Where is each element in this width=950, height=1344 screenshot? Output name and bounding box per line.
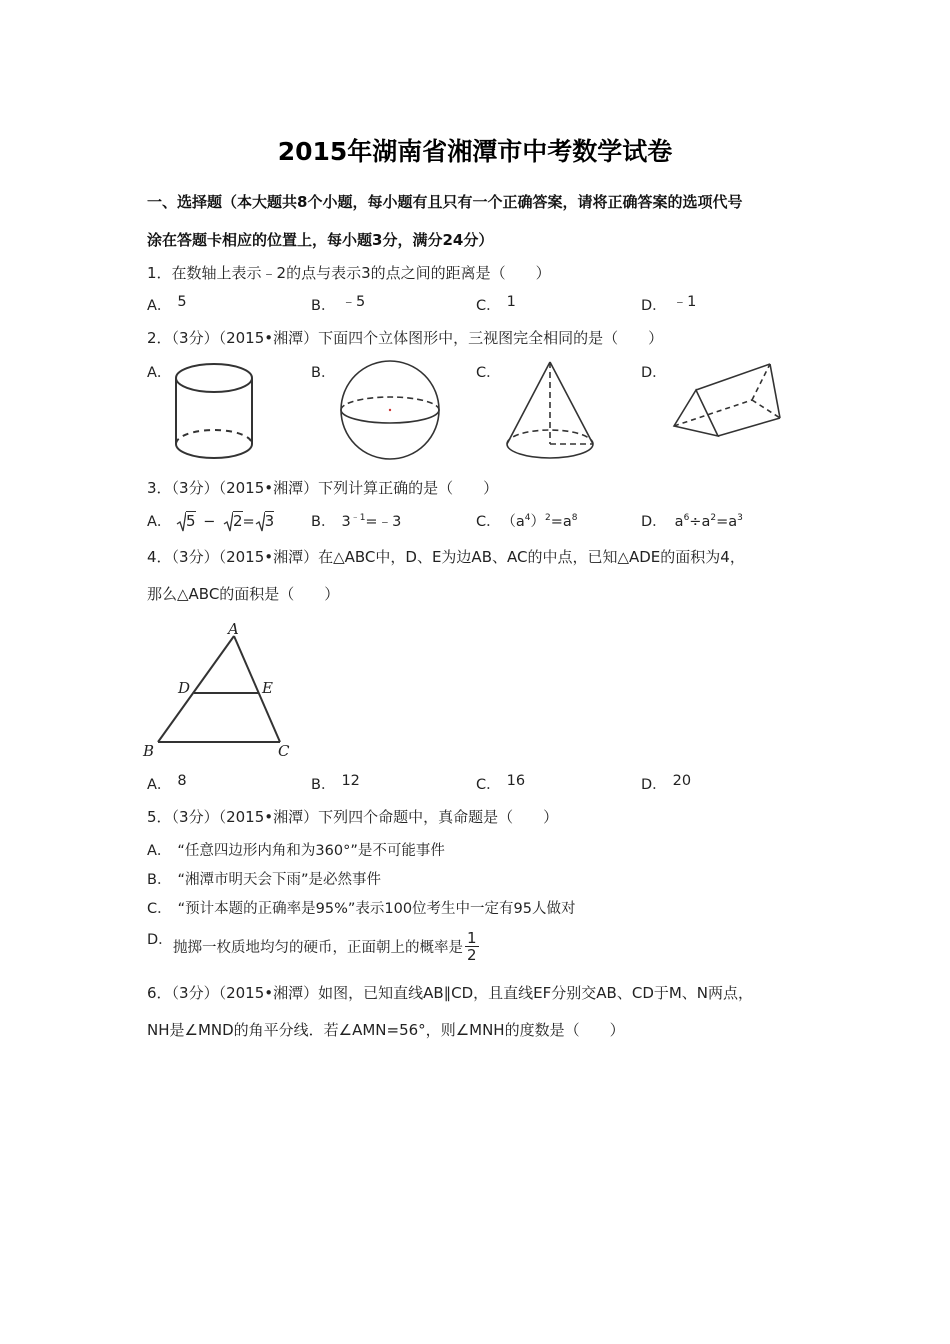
question-4-stem-line1: 4．（3分）（2015•湘潭）在△ABC中，D、E为边AB、AC的中点，已知△ADE的面积为4， bbox=[147, 548, 745, 566]
triangle-abc-figure bbox=[140, 620, 300, 762]
sqrt-icon bbox=[176, 511, 186, 533]
q2-option-b-label[interactable]: B． bbox=[311, 365, 336, 381]
q5-option-b[interactable]: B． “湘潭市明天会下雨”是必然事件 bbox=[147, 872, 381, 888]
q3-option-c[interactable]: C． $(a^4)^2=a^8$ bbox=[476, 513, 578, 530]
cone-figure bbox=[500, 358, 600, 468]
question-6-stem-line2: NH是∠MND的角平分线．若∠AMN=56°，则∠MNH的度数是（ ） bbox=[147, 1021, 625, 1039]
q4-option-d[interactable]: D． 20 bbox=[641, 773, 692, 793]
vertex-label-b: B bbox=[143, 742, 155, 760]
q3-option-b[interactable]: B． $3^{﹣1}=﹣3$ bbox=[311, 513, 402, 530]
question-3-stem: 3．（3分）（2015•湘潭）下列计算正确的是（ ） bbox=[147, 479, 499, 497]
q2-option-d-label[interactable]: D． bbox=[641, 365, 667, 381]
fraction-one-half: $\frac{1}{2}$ bbox=[467, 929, 477, 964]
q1-option-b[interactable]: B． ﹣5 bbox=[311, 294, 366, 314]
question-4-stem-line2: 那么△ABC的面积是（ ） bbox=[147, 585, 340, 603]
cylinder-figure bbox=[170, 358, 260, 468]
triangular-prism-figure bbox=[668, 358, 784, 444]
q3-option-d[interactable]: D． $a^6\div a^2=a^3$ bbox=[641, 513, 743, 530]
q2-option-a-label[interactable]: A． bbox=[147, 365, 172, 381]
q4-option-b[interactable]: B． 12 bbox=[311, 773, 360, 793]
q5-option-d[interactable]: 抛掷一枚质地均匀的硬币，正面朝上的概率是 $\frac{1}{2}$ bbox=[173, 929, 477, 964]
question-6-stem-line1: 6．（3分）（2015•湘潭）如图，已知直线AB∥CD，且直线EF分别交AB、CD于M、N两点， bbox=[147, 984, 754, 1002]
q3-option-a[interactable]: A． 5 − 2= 3 bbox=[147, 510, 274, 533]
vertex-label-d: D bbox=[178, 679, 191, 697]
q5-option-a[interactable]: A． “任意四边形内角和为360°”是不可能事件 bbox=[147, 843, 445, 859]
page-title: 2015年湖南省湘潭市中考数学试卷 bbox=[277, 137, 673, 166]
q1-option-c[interactable]: C． 1 bbox=[476, 294, 516, 314]
question-1-stem: 1．在数轴上表示﹣2的点与表示3的点之间的距离是（ ） bbox=[147, 264, 551, 282]
vertex-label-c: C bbox=[278, 742, 290, 760]
sqrt-icon bbox=[223, 511, 233, 533]
sphere-figure bbox=[338, 358, 442, 462]
q1-option-d[interactable]: D． ﹣1 bbox=[641, 294, 697, 314]
q4-option-c[interactable]: C． 16 bbox=[476, 773, 526, 793]
question-5-stem: 5．（3分）（2015•湘潭）下列四个命题中，真命题是（ ） bbox=[147, 808, 559, 826]
section-heading-line1: 一、选择题（本大题共8个小题，每小题有且只有一个正确答案，请将正确答案的选项代号 bbox=[147, 193, 743, 211]
q2-option-c-label[interactable]: C． bbox=[476, 365, 501, 381]
q5-option-c[interactable]: C． “预计本题的正确率是95%”表示100位考生中一定有95人做对 bbox=[147, 901, 576, 917]
q5-option-d-label[interactable]: D． bbox=[147, 932, 173, 948]
section-heading-line2: 涂在答题卡相应的位置上，每小题3分，满分24分） bbox=[147, 231, 494, 249]
q1-option-a[interactable]: A． 5 bbox=[147, 294, 187, 314]
q4-option-a[interactable]: A． 8 bbox=[147, 773, 187, 793]
question-2-stem: 2．（3分）（2015•湘潭）下面四个立体图形中，三视图完全相同的是（ ） bbox=[147, 329, 664, 347]
vertex-label-e: E bbox=[262, 679, 273, 697]
sqrt-icon bbox=[255, 511, 265, 533]
vertex-label-a: A bbox=[228, 620, 239, 638]
